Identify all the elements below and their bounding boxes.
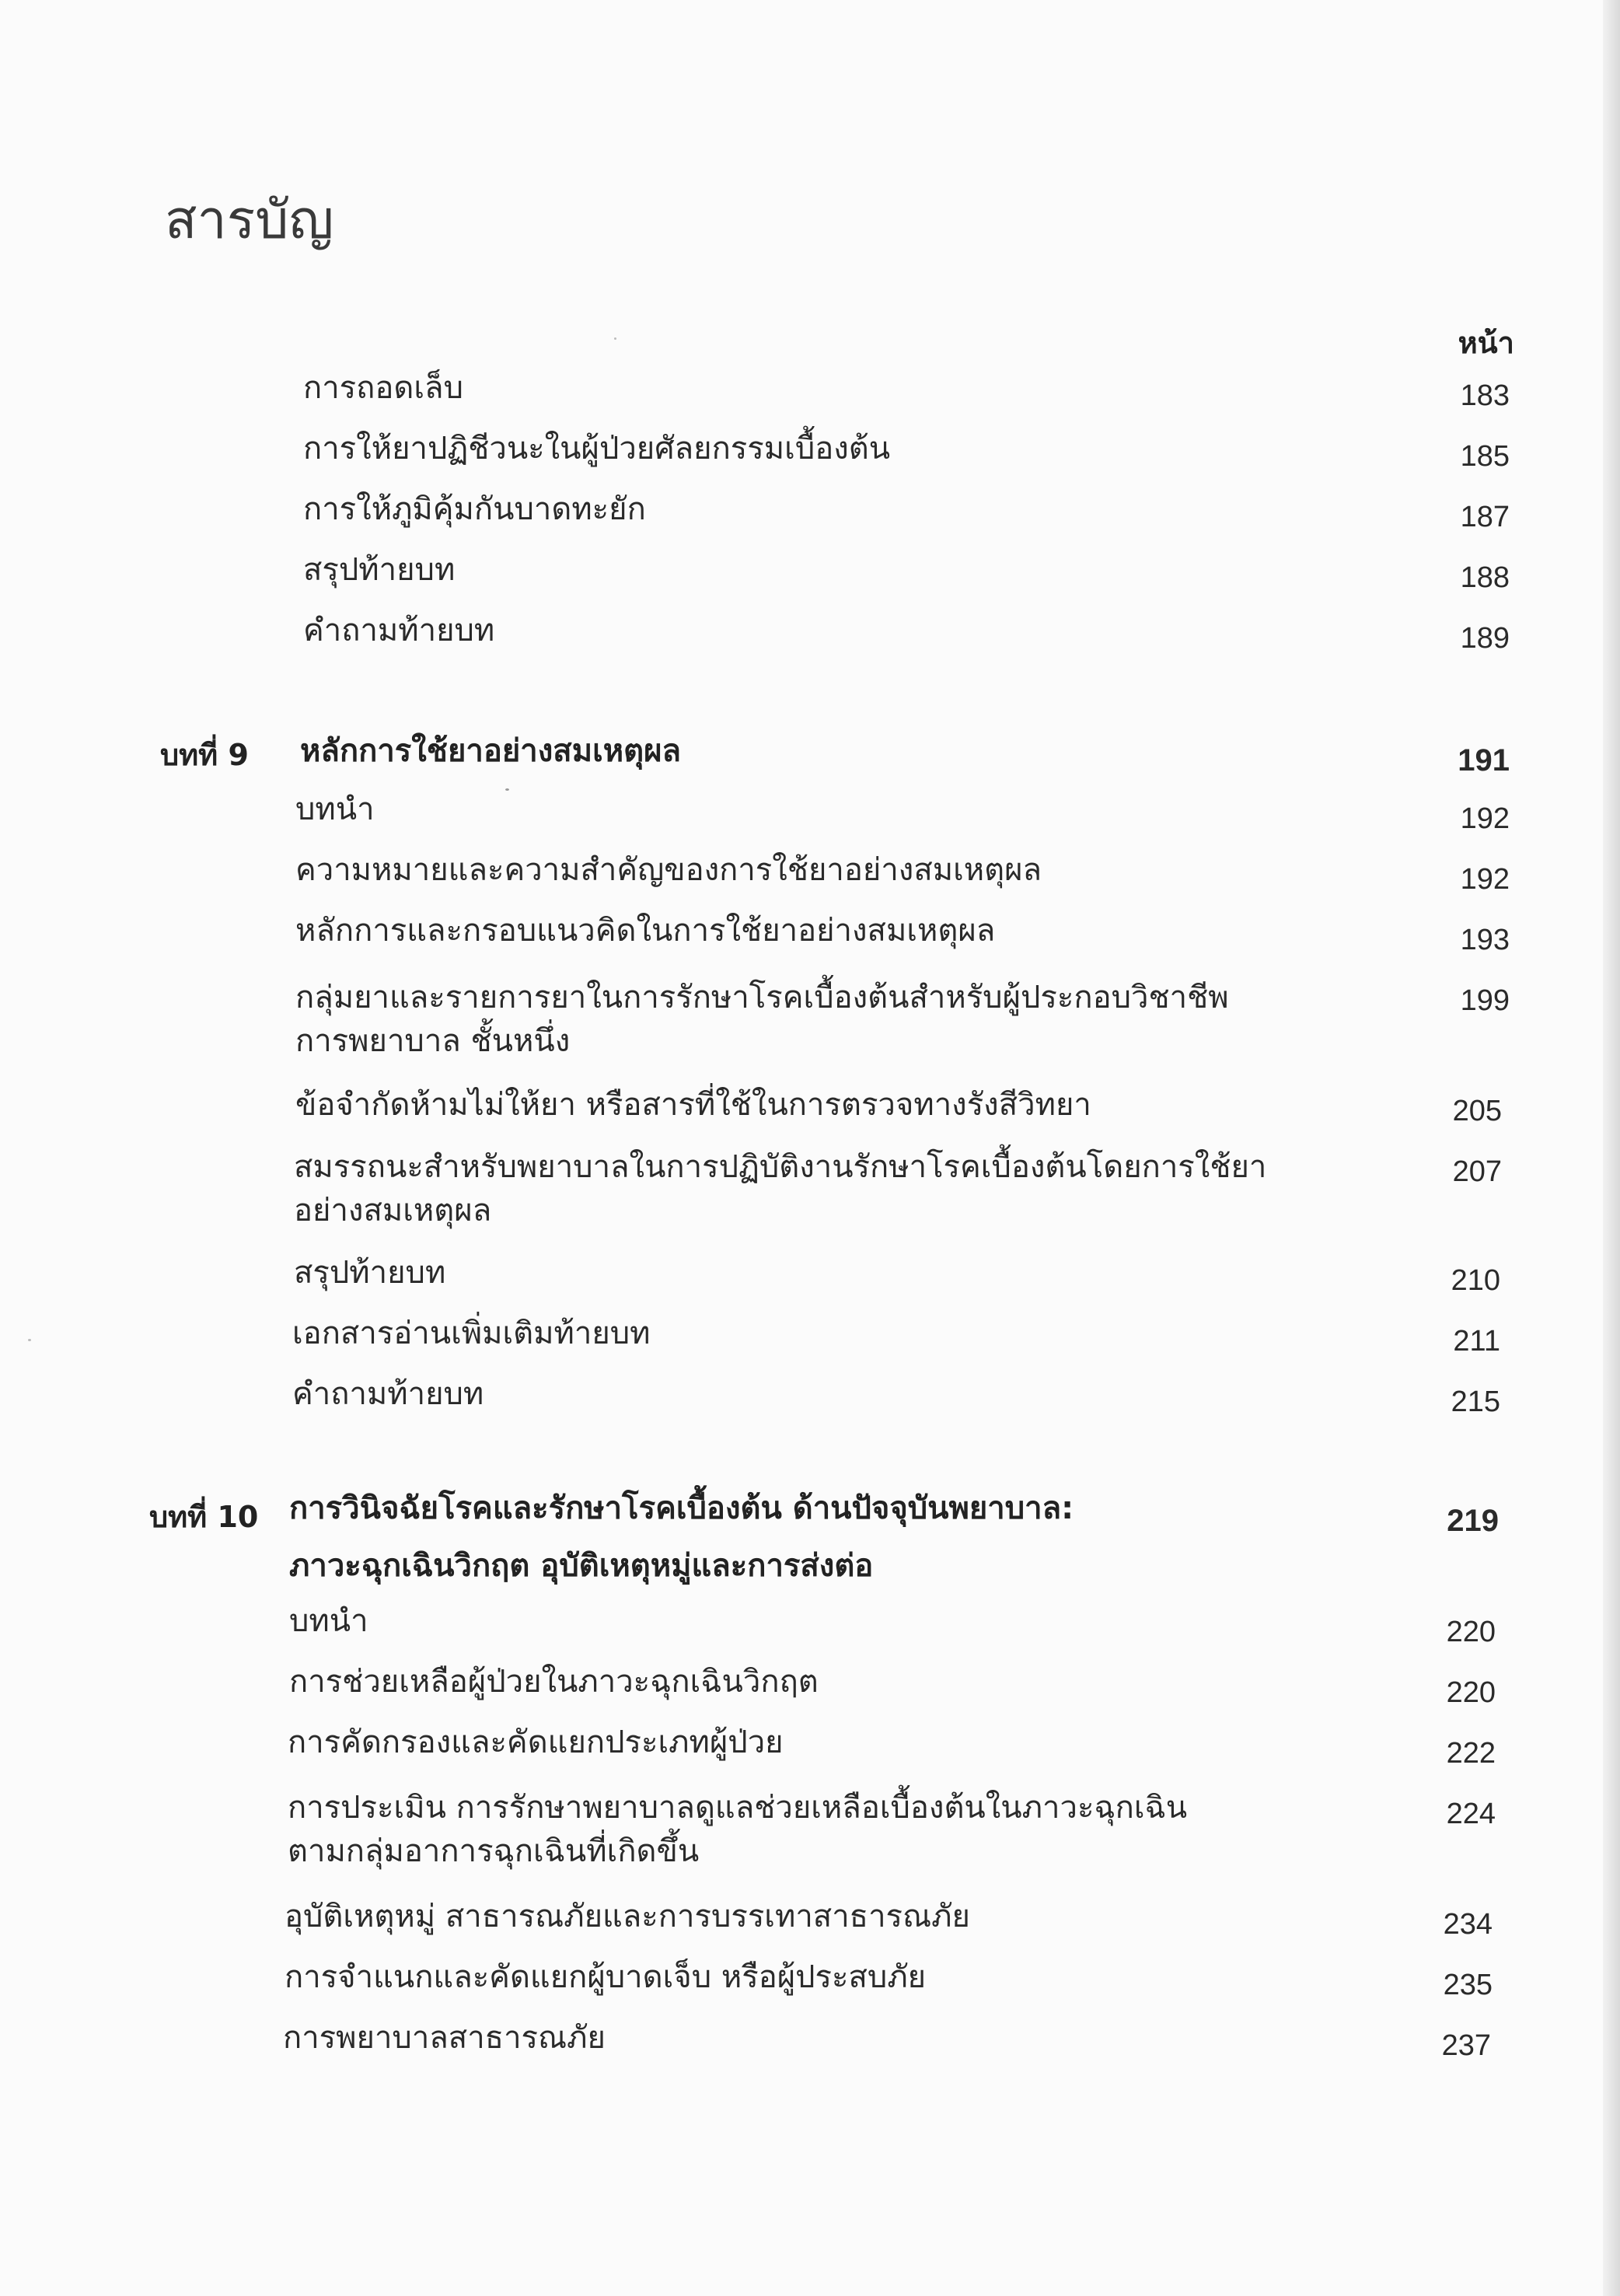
toc-page-number: 187 bbox=[1460, 501, 1510, 533]
toc-entry-continuation[interactable]: ตามกลุ่มอาการฉุกเฉินที่เกิดขึ้น bbox=[288, 1833, 700, 1869]
chapter-title[interactable]: การวินิจฉัยโรคและรักษาโรคเบื้องต้น ด้านปัจจุบันพยาบาล: bbox=[289, 1490, 1074, 1526]
toc-page-number: 192 bbox=[1460, 802, 1510, 835]
toc-entry[interactable]: ความหมายและความสำคัญของการใช้ยาอย่างสมเหตุผล bbox=[295, 852, 1042, 888]
chapter-label: บทที่ 10 bbox=[149, 1500, 259, 1534]
toc-entry[interactable]: คำถามท้ายบท bbox=[303, 613, 495, 648]
toc-entry[interactable]: สรุปท้ายบท bbox=[294, 1255, 446, 1291]
toc-entry[interactable]: การคัดกรองและคัดแยกประเภทผู้ป่วย bbox=[288, 1725, 784, 1760]
toc-entry[interactable]: คำถามท้ายบท bbox=[292, 1376, 484, 1412]
toc-entry[interactable]: ข้อจำกัดห้ามไม่ให้ยา หรือสารที่ใช้ในการตรวจทางรังสีวิทยา bbox=[295, 1087, 1091, 1123]
chapter-page-number: 219 bbox=[1447, 1504, 1499, 1538]
chapter-page-number: 191 bbox=[1458, 743, 1510, 778]
toc-entry[interactable]: การประเมิน การรักษาพยาบาลดูแลช่วยเหลือเบื้องต้นในภาวะฉุกเฉิน bbox=[288, 1790, 1188, 1826]
toc-entry-continuation[interactable]: การพยาบาล ชั้นหนึ่ง bbox=[295, 1023, 571, 1059]
toc-entry[interactable]: การช่วยเหลือผู้ป่วยในภาวะฉุกเฉินวิกฤต bbox=[289, 1664, 819, 1700]
toc-page-number: 188 bbox=[1460, 561, 1510, 594]
toc-entry[interactable]: สมรรถนะสำหรับพยาบาลในการปฏิบัติงานรักษาโรคเบื้องต้นโดยการใช้ยา bbox=[294, 1149, 1267, 1185]
chapter-title-continuation[interactable]: ภาวะฉุกเฉินวิกฤต อุบัติเหตุหมู่และการส่งต่อ bbox=[289, 1548, 874, 1584]
page-column-header: หน้า bbox=[1458, 326, 1514, 360]
scan-speck bbox=[505, 788, 509, 791]
toc-page-number: 235 bbox=[1443, 1969, 1493, 2001]
toc-page-number: 192 bbox=[1460, 863, 1510, 896]
toc-page-number: 189 bbox=[1460, 622, 1510, 655]
toc-entry-continuation[interactable]: อย่างสมเหตุผล bbox=[294, 1193, 492, 1228]
toc-page-number: 199 bbox=[1460, 984, 1510, 1017]
toc-page-number: 193 bbox=[1460, 924, 1510, 956]
toc-entry[interactable]: การให้ภูมิคุ้มกันบาดทะยัก bbox=[303, 491, 646, 527]
toc-page-number: 224 bbox=[1446, 1798, 1496, 1830]
toc-entry[interactable]: การจำแนกและคัดแยกผู้บาดเจ็บ หรือผู้ประสบภัย bbox=[285, 1959, 927, 1995]
toc-entry[interactable]: เอกสารอ่านเพิ่มเติมท้ายบท bbox=[292, 1316, 651, 1351]
toc-entry[interactable]: การถอดเล็บ bbox=[303, 370, 463, 406]
toc-page-number: 183 bbox=[1460, 379, 1510, 412]
toc-page-number: 237 bbox=[1441, 2029, 1491, 2062]
toc-page-number: 210 bbox=[1451, 1264, 1500, 1297]
toc-page-number: 211 bbox=[1453, 1325, 1500, 1358]
scan-speck bbox=[28, 1339, 31, 1341]
toc-entry[interactable]: การให้ยาปฏิชีวนะในผู้ป่วยศัลยกรรมเบื้องต้น bbox=[303, 431, 891, 467]
page-edge-shadow bbox=[1603, 0, 1620, 2296]
toc-page-number: 215 bbox=[1451, 1386, 1500, 1418]
scan-speck bbox=[614, 337, 616, 340]
toc-page-number: 222 bbox=[1446, 1737, 1496, 1770]
toc-entry[interactable]: กลุ่มยาและรายการยาในการรักษาโรคเบื้องต้นสำหรับผู้ประกอบวิชาชีพ bbox=[295, 980, 1229, 1015]
chapter-label: บทที่ 9 bbox=[160, 738, 249, 772]
toc-page-number: 185 bbox=[1460, 440, 1510, 473]
toc-entry[interactable]: การพยาบาลสาธารณภัย bbox=[283, 2020, 606, 2056]
chapter-title[interactable]: หลักการใช้ยาอย่างสมเหตุผล bbox=[300, 733, 682, 769]
toc-entry[interactable]: อุบัติเหตุหมู่ สาธารณภัยและการบรรเทาสาธารณภัย bbox=[285, 1899, 970, 1934]
toc-page-number: 220 bbox=[1446, 1616, 1496, 1648]
toc-page-number: 234 bbox=[1443, 1908, 1493, 1941]
toc-page-number: 207 bbox=[1452, 1155, 1502, 1188]
toc-entry[interactable]: บทนำ bbox=[295, 792, 375, 827]
toc-page-number: 220 bbox=[1446, 1676, 1496, 1709]
toc-entry[interactable]: บทนำ bbox=[289, 1603, 368, 1639]
page-title: สารบัญ bbox=[165, 190, 334, 251]
toc-entry[interactable]: หลักการและกรอบแนวคิดในการใช้ยาอย่างสมเหตุผล bbox=[295, 913, 996, 949]
toc-entry[interactable]: สรุปท้ายบท bbox=[303, 552, 456, 588]
toc-page-number: 205 bbox=[1452, 1095, 1502, 1127]
